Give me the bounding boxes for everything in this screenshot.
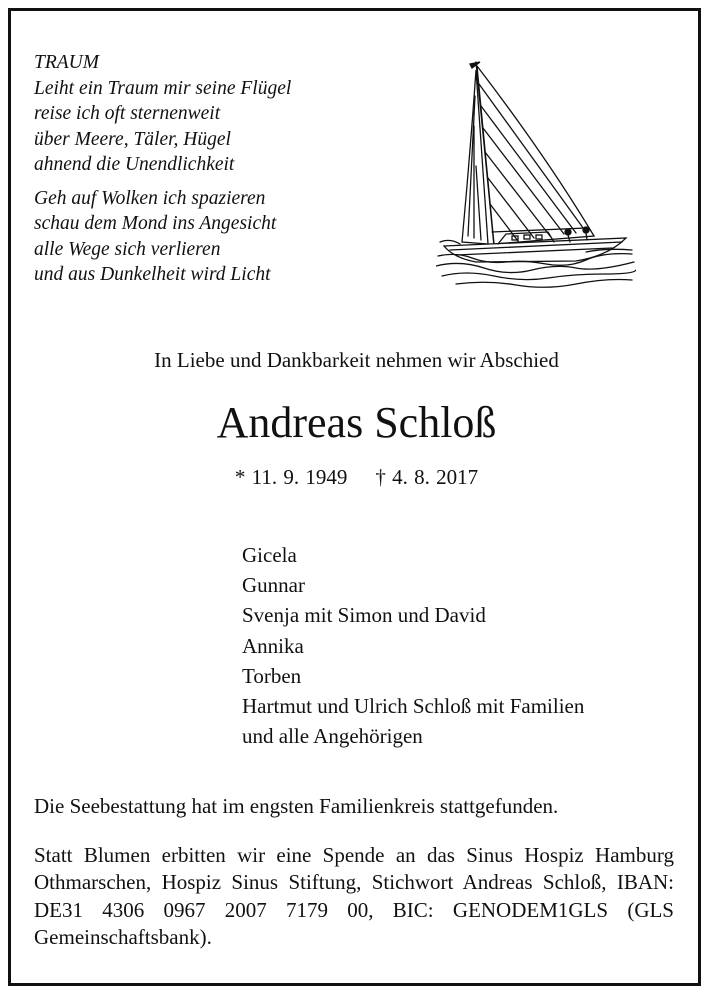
burial-note: Die Seebestattung hat im engsten Familienkreis stattgefunden.: [34, 794, 559, 818]
sailboat-icon: [436, 56, 636, 288]
poem-stanza-2: [34, 186, 291, 288]
poem-line: und aus Dunkelheit wird Licht: [34, 264, 271, 285]
poem: [34, 50, 291, 296]
poem-line: alle Wege sich verlieren: [34, 238, 221, 260]
poem-line: ahnend die Unendlichkeit: [34, 154, 235, 175]
mourner: Hartmut und Ulrich Schloß mit Familien: [242, 694, 585, 719]
donation-note: Statt Blumen erbitten wir eine Spende an das Sinus Hospiz Hamburg Othmarschen, Hospiz Sinus Stiftung, Stichwort Andreas Schloß, IBAN: DE31 4306 0967 2007 7179 00, BIC: GENODEM1GLS (GLS Gemeinschaftsbank).: [34, 843, 674, 950]
poem-line: reise ich oft sternenweit: [34, 103, 221, 124]
mourner: Annika: [242, 633, 304, 658]
poem-stanza-1: [34, 76, 291, 178]
life-dates: [0, 465, 713, 490]
mourner: Torben: [242, 663, 302, 688]
birth-date: * 11. 9. 1949: [234, 465, 348, 489]
poem-line: Geh auf Wolken ich spazieren: [34, 187, 266, 209]
death-date: † 4. 8. 2017: [375, 465, 479, 489]
farewell-intro: In Liebe und Dankbarkeit nehmen wir Abschied: [154, 348, 559, 372]
mourners-list: [242, 540, 584, 751]
mourner: Gicela: [242, 543, 297, 567]
poem-line: schau dem Mond ins Angesicht: [34, 213, 277, 234]
mourner: Gunnar: [242, 573, 305, 598]
poem-line: Leiht ein Traum mir seine Flügel: [34, 77, 292, 99]
deceased-name: Andreas Schloß: [216, 398, 497, 447]
poem-line: über Meere, Täler, Hügel: [34, 128, 231, 150]
mourner: Svenja mit Simon und David: [242, 603, 486, 628]
poem-title: TRAUM: [34, 52, 99, 73]
mourner: und alle Angehörigen: [242, 724, 423, 749]
